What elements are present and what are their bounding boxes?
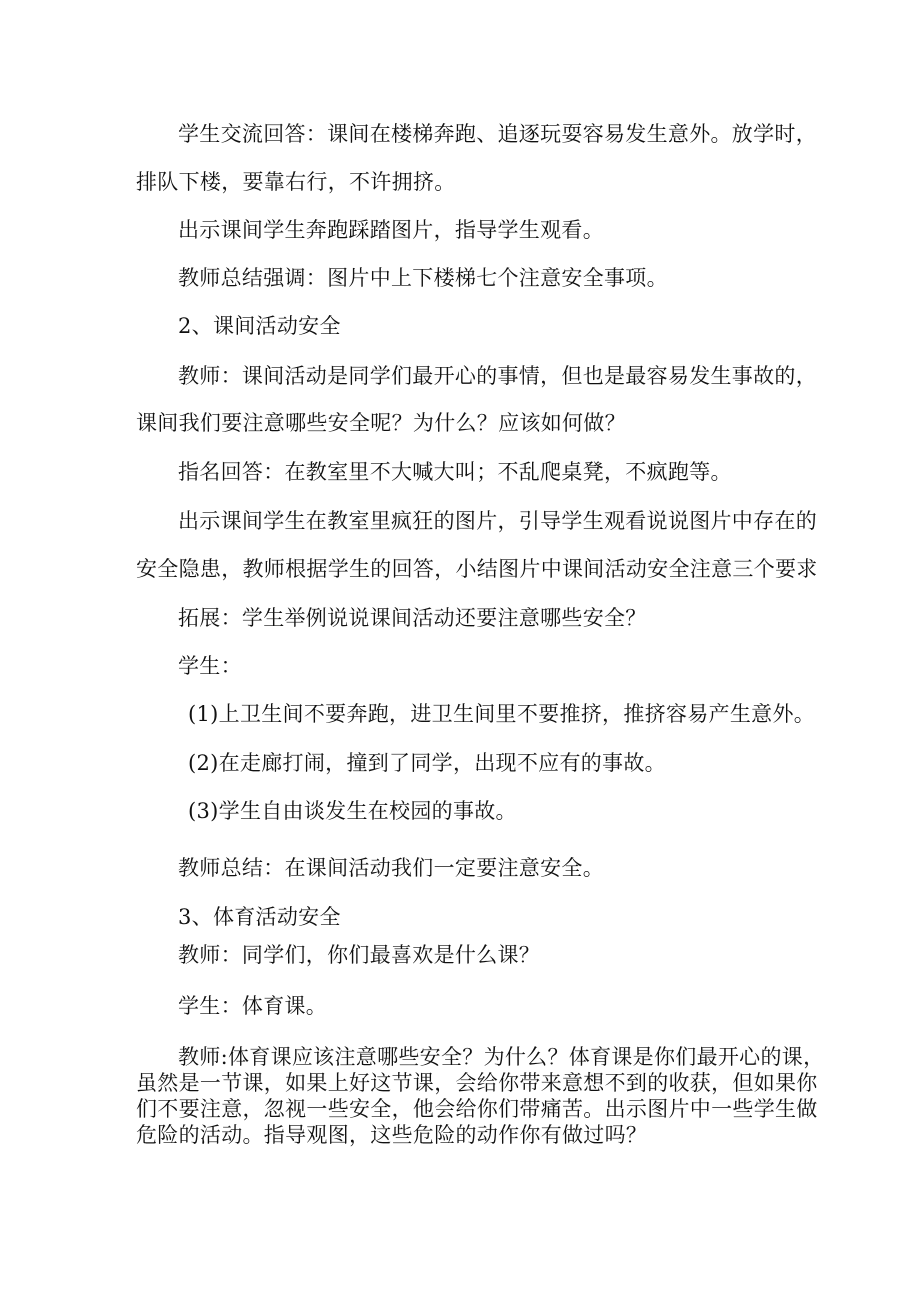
list-item: (2)在走廊打闹，撞到了同学，出现不应有的事故。 xyxy=(188,751,666,775)
paragraph-line: 安全隐患，教师根据学生的回答，小结图片中课间活动安全注意三个要求 xyxy=(136,557,818,581)
paragraph-line: 教师：同学们，你们最喜欢是什么课？ xyxy=(178,943,541,967)
paragraph-line: 们不要注意，忽视一些安全，他会给你们带痛苦。出示图片中一些学生做 xyxy=(136,1097,818,1121)
paragraph-line: 教师：课间活动是同学们最开心的事情，但也是最容易发生事故的， xyxy=(178,364,817,388)
paragraph-line: 排队下楼，要靠右行，不许拥挤。 xyxy=(136,170,456,194)
paragraph-line: 虽然是一节课，如果上好这节课，会给你带来意想不到的收获，但如果你 xyxy=(136,1071,818,1095)
paragraph-line: 学生交流回答：课间在楼梯奔跑、追逐玩耍容易发生意外。放学时， xyxy=(178,122,817,146)
paragraph-line: 出示课间学生在教室里疯狂的图片，引导学生观看说说图片中存在的 xyxy=(178,509,817,533)
paragraph-line: 出示课间学生奔跑踩踏图片，指导学生观看。 xyxy=(178,218,604,242)
paragraph-line: 教师:体育课应该注意哪些安全？为什么？体育课是你们最开心的课， xyxy=(178,1045,825,1069)
paragraph-line: 教师总结强调：图片中上下楼梯七个注意安全事项。 xyxy=(178,266,668,290)
paragraph-line: 指名回答：在教室里不大喊大叫；不乱爬桌凳，不疯跑等。 xyxy=(178,460,732,484)
section-heading: 2、课间活动安全 xyxy=(178,314,341,338)
paragraph-line: 拓展：学生举例说说课间活动还要注意哪些安全？ xyxy=(178,606,647,630)
paragraph-line: 学生：体育课。 xyxy=(178,994,328,1018)
paragraph-line: 课间我们要注意哪些安全呢？为什么？应该如何做？ xyxy=(136,411,626,435)
paragraph-line: 学生： xyxy=(178,654,242,678)
list-item: (1)上卫生间不要奔跑，进卫生间里不要推挤，推挤容易产生意外。 xyxy=(188,702,816,726)
section-heading: 3、体育活动安全 xyxy=(178,905,341,929)
list-item: (3)学生自由谈发生在校园的事故。 xyxy=(188,799,517,823)
paragraph-line: 危险的活动。指导观图，这些危险的动作你有做过吗？ xyxy=(136,1123,648,1147)
paragraph-line: 教师总结：在课间活动我们一定要注意安全。 xyxy=(178,856,604,880)
